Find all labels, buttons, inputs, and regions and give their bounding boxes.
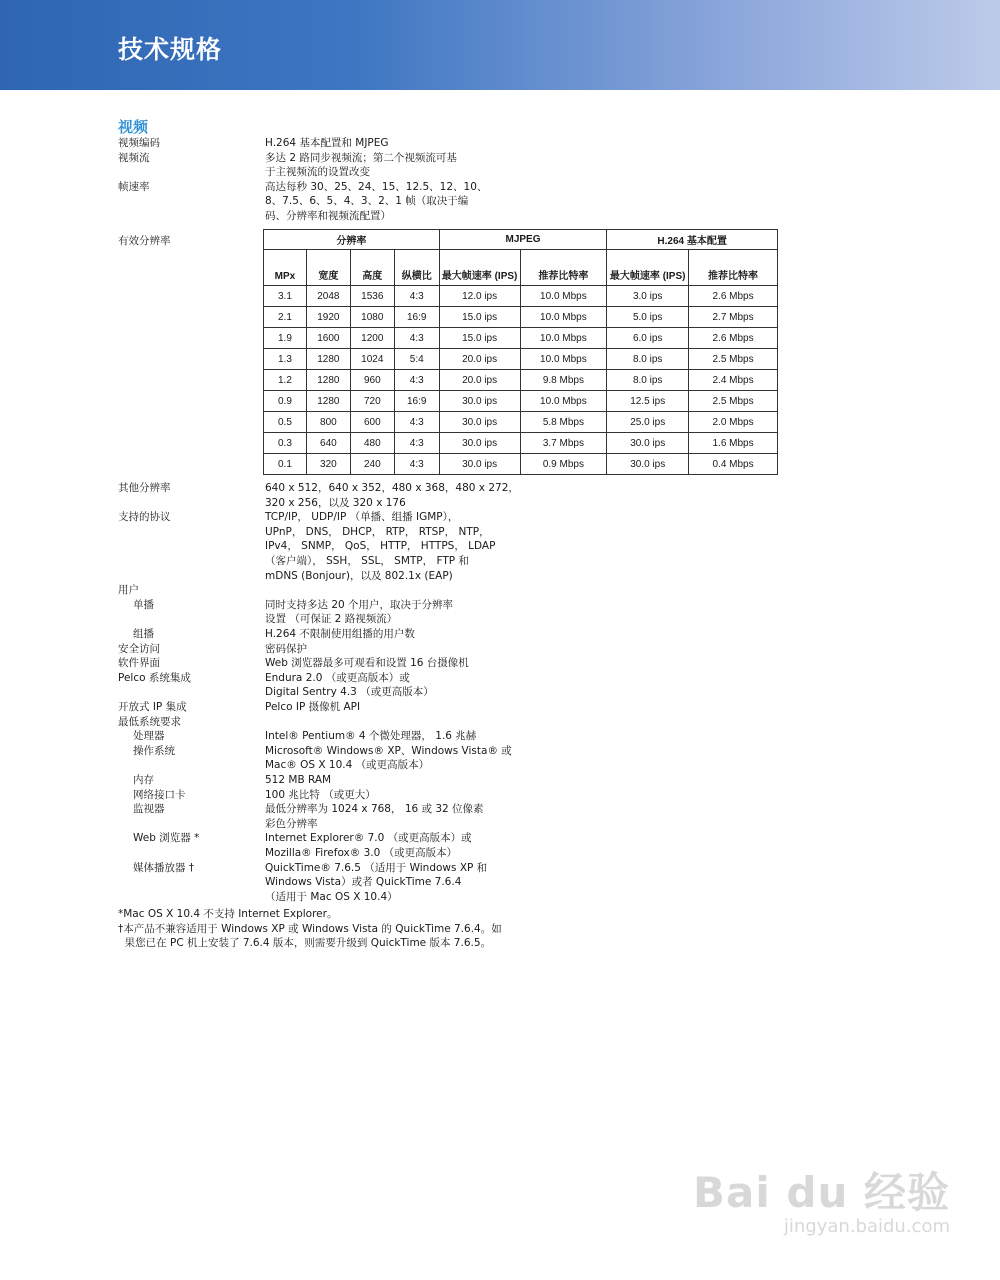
cell-width: 320 — [306, 454, 350, 475]
cell-height: 1080 — [350, 307, 394, 328]
col-header-mpx: MPx — [264, 250, 307, 286]
resolution-label: 有效分辨率 — [118, 235, 171, 247]
cell-h264-fps: 30.0 ips — [607, 433, 689, 454]
spec-value — [265, 136, 495, 151]
footnote-line: *Mac OS X 10.4 不支持 Internet Explorer。 — [118, 908, 338, 920]
spec-label: Pelco 系统集成 — [118, 671, 191, 684]
cell-h264-bitrate: 2.7 Mbps — [689, 307, 778, 328]
table-row — [264, 328, 778, 349]
table-column-header-row — [264, 250, 778, 286]
spec-value-line: Digital Sentry 4.3 （或更高版本） — [265, 686, 434, 699]
spec-value-line: 于主视频流的设置改变 — [265, 166, 370, 179]
spec-value-line: 码、分辨率和视频流配置） — [265, 209, 391, 222]
cell-h264-fps: 3.0 ips — [607, 286, 689, 307]
cell-aspect: 4:3 — [394, 454, 439, 475]
spec-value-line: Windows Vista）或者 QuickTime 7.6.4 — [265, 876, 462, 889]
footnote-line: †本产品不兼容适用于 Windows XP 或 Windows Vista 的 QuickTime 7.6.4。如 — [118, 922, 502, 935]
cell-h264-bitrate: 2.4 Mbps — [689, 370, 778, 391]
table-group-header-row — [264, 230, 778, 250]
cell-mjpeg-bitrate: 10.0 Mbps — [520, 286, 607, 307]
cell-mpx: 1.3 — [264, 349, 307, 370]
cell-mjpeg-fps: 30.0 ips — [439, 391, 520, 412]
cell-h264-bitrate: 2.6 Mbps — [689, 328, 778, 349]
spec-label: Web 浏览器 * — [133, 832, 200, 845]
col-header-mjpeg-fps: 最大帧速率 (IPS) — [439, 250, 520, 286]
spec-value — [265, 729, 495, 744]
spec-label: 媒体播放器 † — [133, 861, 195, 874]
spec-value-line: 同时支持多达 20 个用户，取决于分辨率 — [265, 598, 454, 611]
spec-label: 视频流 — [118, 151, 150, 164]
spec-value-line: Web 浏览器最多可观看和设置 16 台摄像机 — [265, 657, 469, 670]
table-row — [264, 370, 778, 391]
table-row — [264, 307, 778, 328]
cell-mpx: 0.1 — [264, 454, 307, 475]
cell-height: 600 — [350, 412, 394, 433]
table-row — [264, 454, 778, 475]
cell-aspect: 4:3 — [394, 370, 439, 391]
spec-value-line: mDNS (Bonjour)，以及 802.1x (EAP) — [265, 569, 453, 582]
spec-value-line: Internet Explorer® 7.0 （或更高版本）或 — [265, 832, 472, 845]
cell-h264-fps: 6.0 ips — [607, 328, 689, 349]
spec-value-line: Mozilla® Firefox® 3.0 （或更高版本） — [265, 846, 458, 859]
spec-value — [265, 510, 495, 583]
cell-h264-bitrate: 2.5 Mbps — [689, 391, 778, 412]
cell-h264-fps: 8.0 ips — [607, 370, 689, 391]
cell-mjpeg-fps: 12.0 ips — [439, 286, 520, 307]
table-row — [264, 391, 778, 412]
cell-width: 2048 — [306, 286, 350, 307]
cell-h264-fps: 5.0 ips — [607, 307, 689, 328]
spec-value-line: QuickTime® 7.6.5 （适用于 Windows XP 和 — [265, 861, 488, 874]
spec-value-line: 8、7.5、6、5、4、3、2、1 帧（取决于编 — [265, 195, 469, 208]
cell-mpx: 1.9 — [264, 328, 307, 349]
cell-h264-bitrate: 1.6 Mbps — [689, 433, 778, 454]
spec-value-line: Pelco IP 摄像机 API — [265, 701, 361, 713]
col-header-width: 宽度 — [306, 250, 350, 286]
cell-h264-bitrate: 0.4 Mbps — [689, 454, 778, 475]
spec-value — [265, 831, 495, 860]
cell-mjpeg-bitrate: 3.7 Mbps — [520, 433, 607, 454]
footnotes — [118, 907, 518, 951]
spec-label: 单播 — [133, 598, 154, 611]
cell-aspect: 4:3 — [394, 412, 439, 433]
spec-value-line: 100 兆比特 （或更大） — [265, 788, 376, 801]
cell-height: 240 — [350, 454, 394, 475]
cell-aspect: 4:3 — [394, 433, 439, 454]
cell-mjpeg-fps: 20.0 ips — [439, 370, 520, 391]
resolution-table — [263, 229, 778, 475]
cell-mjpeg-bitrate: 9.8 Mbps — [520, 370, 607, 391]
cell-height: 480 — [350, 433, 394, 454]
col-header-aspect: 纵横比 — [394, 250, 439, 286]
spec-value-line: Microsoft® Windows® XP、Windows Vista® 或 — [265, 744, 512, 757]
spec-value-line: H.264 不限制使用组播的用户数 — [265, 628, 415, 640]
cell-aspect: 4:3 — [394, 286, 439, 307]
spec-value-line: 最低分辨率为 1024 x 768， 16 或 32 位像素 — [265, 803, 484, 816]
cell-width: 1920 — [306, 307, 350, 328]
spec-label: 内存 — [133, 774, 154, 786]
cell-h264-bitrate: 2.6 Mbps — [689, 286, 778, 307]
spec-value-line: 设置 （可保证 2 路视频流） — [265, 613, 398, 626]
cell-mjpeg-bitrate: 10.0 Mbps — [520, 328, 607, 349]
spec-value — [265, 598, 495, 627]
watermark-brand: Bai du 经验 — [693, 1168, 950, 1217]
spec-label: 支持的协议 — [118, 511, 171, 524]
spec-value-line: 多达 2 路同步视频流；第二个视频流可基 — [265, 151, 457, 164]
cell-h264-fps: 8.0 ips — [607, 349, 689, 370]
spec-value-line: （适用于 Mac OS X 10.4） — [265, 890, 398, 903]
spec-value — [265, 773, 495, 788]
cell-h264-fps: 12.5 ips — [607, 391, 689, 412]
cell-width: 800 — [306, 412, 350, 433]
footnote-line: 果您已在 PC 机上安装了 7.6.4 版本，则需要升级到 QuickTime 版本 7.6.5。 — [118, 937, 492, 950]
table-row — [264, 433, 778, 454]
cell-mpx: 0.3 — [264, 433, 307, 454]
spec-label: 视频编码 — [118, 137, 160, 149]
cell-mjpeg-fps: 20.0 ips — [439, 349, 520, 370]
spec-value — [265, 788, 495, 803]
spec-value-line: 640 x 512，640 x 352，480 x 368，480 x 272， — [265, 482, 519, 494]
cell-mjpeg-fps: 30.0 ips — [439, 454, 520, 475]
spec-label: 帧速率 — [118, 180, 150, 193]
cell-width: 1280 — [306, 370, 350, 391]
spec-value — [265, 802, 495, 831]
section-title-video: 视频 — [118, 118, 149, 136]
table-row — [264, 349, 778, 370]
spec-label: 软件界面 — [118, 657, 160, 670]
cell-height: 720 — [350, 391, 394, 412]
spec-value-line: IPv4， SNMP， QoS， HTTP， HTTPS， LDAP — [265, 540, 496, 553]
group-header-mjpeg: MJPEG — [439, 230, 607, 250]
spec-value-line: （客户端）， SSH， SSL， SMTP， FTP 和 — [265, 554, 469, 567]
cell-mjpeg-fps: 30.0 ips — [439, 412, 520, 433]
cell-mjpeg-bitrate: 10.0 Mbps — [520, 307, 607, 328]
table-row — [264, 412, 778, 433]
watermark-url: jingyan.baidu.com — [783, 1216, 950, 1237]
spec-label: 安全访问 — [118, 642, 160, 655]
cell-mjpeg-fps: 15.0 ips — [439, 328, 520, 349]
col-header-h264-fps: 最大帧速率 (IPS) — [607, 250, 689, 286]
spec-label: 操作系统 — [133, 744, 175, 757]
cell-mjpeg-bitrate: 10.0 Mbps — [520, 391, 607, 412]
spec-value — [265, 656, 495, 671]
spec-value — [265, 627, 495, 642]
cell-aspect: 5:4 — [394, 349, 439, 370]
cell-mjpeg-bitrate: 0.9 Mbps — [520, 454, 607, 475]
cell-mjpeg-bitrate: 10.0 Mbps — [520, 349, 607, 370]
cell-mpx: 3.1 — [264, 286, 307, 307]
page-title: 技术规格 — [118, 35, 223, 64]
cell-width: 1280 — [306, 391, 350, 412]
col-header-height: 高度 — [350, 250, 394, 286]
cell-height: 1200 — [350, 328, 394, 349]
spec-value-line: UPnP， DNS， DHCP， RTP， RTSP， NTP， — [265, 525, 490, 538]
col-header-h264-bitrate: 推荐比特率 — [689, 250, 778, 286]
spec-label: 其他分辨率 — [118, 482, 171, 494]
spec-value-line: 512 MB RAM — [265, 774, 332, 786]
spec-label: 用户 — [118, 584, 139, 597]
spec-label: 处理器 — [133, 730, 165, 743]
spec-value-line: Endura 2.0 （或更高版本）或 — [265, 671, 410, 684]
cell-aspect: 4:3 — [394, 328, 439, 349]
spec-value-line: 320 x 256，以及 320 x 176 — [265, 496, 406, 509]
cell-width: 640 — [306, 433, 350, 454]
cell-aspect: 16:9 — [394, 391, 439, 412]
spec-value-line: H.264 基本配置和 MJPEG — [265, 137, 389, 149]
cell-height: 1024 — [350, 349, 394, 370]
spec-label: 监视器 — [133, 803, 165, 816]
spec-value-line: Mac® OS X 10.4 （或更高版本） — [265, 759, 430, 772]
spec-value — [265, 151, 495, 180]
spec-value-line: Intel® Pentium® 4 个微处理器， 1.6 兆赫 — [265, 730, 477, 743]
spec-label: 组播 — [133, 628, 154, 640]
cell-height: 960 — [350, 370, 394, 391]
cell-h264-bitrate: 2.5 Mbps — [689, 349, 778, 370]
cell-h264-bitrate: 2.0 Mbps — [689, 412, 778, 433]
header-banner — [0, 0, 1000, 90]
cell-aspect: 16:9 — [394, 307, 439, 328]
spec-value — [265, 180, 495, 224]
cell-width: 1600 — [306, 328, 350, 349]
group-header-resolution: 分辨率 — [264, 230, 440, 250]
spec-label: 网络接口卡 — [133, 788, 186, 801]
cell-h264-fps: 30.0 ips — [607, 454, 689, 475]
spec-value-line: TCP/IP， UDP/IP （单播、组播 IGMP）， — [265, 511, 459, 524]
watermark — [693, 1160, 950, 1237]
spec-value-line: 彩色分辨率 — [265, 817, 318, 830]
cell-mjpeg-fps: 15.0 ips — [439, 307, 520, 328]
cell-mpx: 0.9 — [264, 391, 307, 412]
cell-mpx: 1.2 — [264, 370, 307, 391]
table-body — [264, 286, 778, 475]
cell-mjpeg-bitrate: 5.8 Mbps — [520, 412, 607, 433]
cell-width: 1280 — [306, 349, 350, 370]
table-row — [264, 286, 778, 307]
cell-mpx: 0.5 — [264, 412, 307, 433]
spec-value — [265, 642, 495, 657]
spec-value — [265, 481, 519, 510]
spec-value — [265, 744, 512, 773]
cell-height: 1536 — [350, 286, 394, 307]
spec-value — [265, 700, 495, 715]
spec-label: 开放式 IP 集成 — [118, 701, 187, 713]
spec-value — [265, 861, 495, 905]
group-header-h264: H.264 基本配置 — [607, 230, 778, 250]
cell-mpx: 2.1 — [264, 307, 307, 328]
spec-value-line: 高达每秒 30、25、24、15、12.5、12、10、 — [265, 180, 488, 193]
col-header-mjpeg-bitrate: 推荐比特率 — [520, 250, 607, 286]
spec-label: 最低系统要求 — [118, 715, 181, 728]
cell-h264-fps: 25.0 ips — [607, 412, 689, 433]
spec-value — [265, 671, 495, 700]
spec-value-line: 密码保护 — [265, 642, 307, 655]
cell-mjpeg-fps: 30.0 ips — [439, 433, 520, 454]
